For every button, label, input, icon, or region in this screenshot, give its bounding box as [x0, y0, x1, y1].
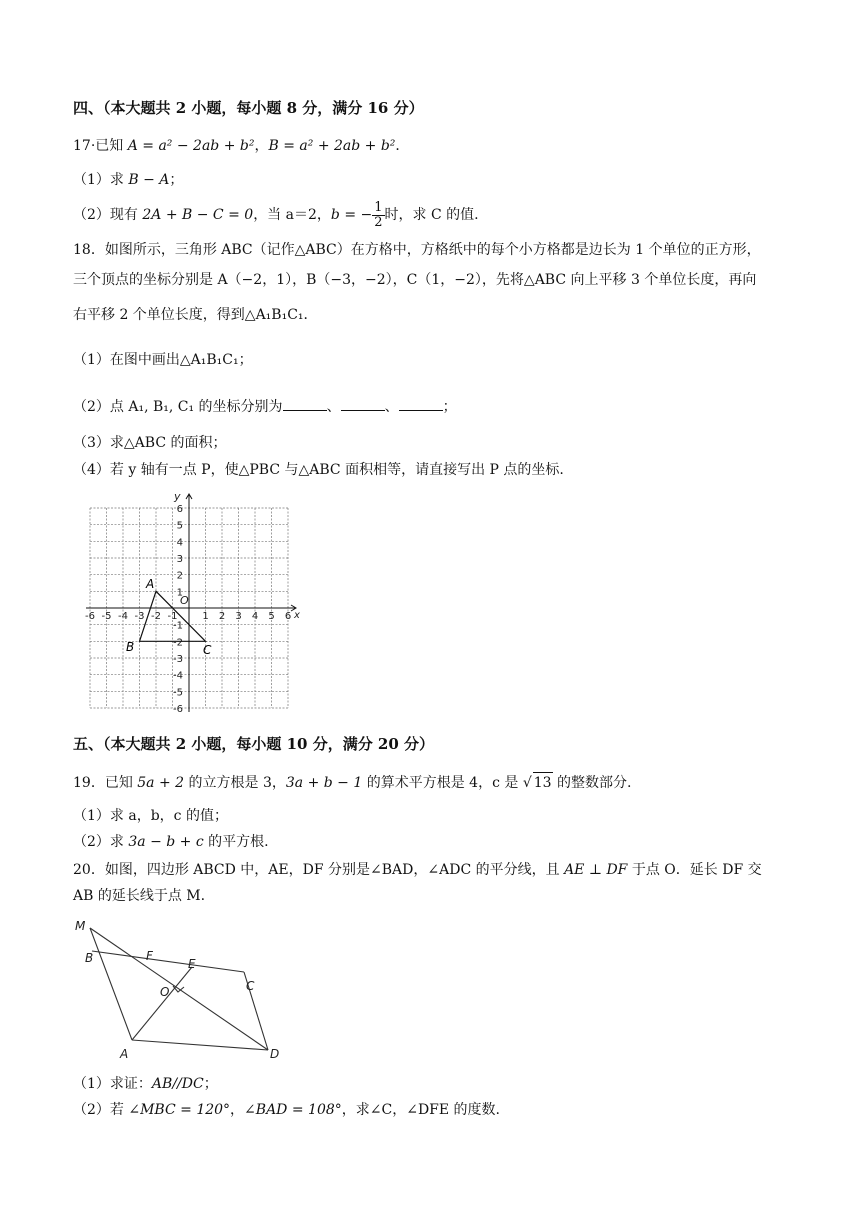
point-e-label: E: [188, 957, 196, 971]
x-tick-label: -5: [101, 611, 112, 622]
x-tick-label: -1: [167, 611, 178, 622]
x-tick-label: -3: [134, 611, 145, 622]
section-4-heading: 四、（本大题共 2 小题，每小题 8 分，满分 16 分）: [73, 99, 424, 117]
y-tick-label: -2: [173, 637, 183, 649]
q20-line1-a: 20．如图，四边形 ABCD 中，AE，DF 分别是∠BAD，∠ADC 的平分线，且: [73, 862, 565, 878]
q17-p1-label: （1）求: [73, 172, 129, 188]
q19-p2-expr: 3a − b + c: [128, 834, 204, 850]
coordinate-grid-figure: [82, 488, 304, 716]
q20-p2-sep: ，: [230, 1102, 245, 1118]
q20-p1-expr: AB//DC: [151, 1076, 204, 1092]
x-tick-label: 5: [268, 611, 275, 622]
answer-blank-c1[interactable]: [399, 396, 443, 411]
q18-p2-end: ；: [442, 399, 457, 415]
x-tick-label: 2: [218, 611, 226, 622]
q19-end: 的整数部分.: [552, 775, 632, 791]
y-tick-label: -1: [173, 620, 183, 632]
q19-part-1: （1）求 a，b，c 的值；: [73, 808, 228, 824]
x-tick-label: 6: [284, 611, 292, 622]
x-axis-label: x: [294, 610, 300, 621]
axis-tick-labels: [85, 490, 300, 715]
point-a-label: A: [120, 1047, 129, 1061]
sqrt-symbol: √: [522, 775, 532, 791]
sqrt-radicand: 13: [533, 772, 553, 793]
q20-p2-expr-1: ∠MBC = 120°: [128, 1102, 231, 1118]
y-tick-label: -4: [173, 670, 183, 682]
y-tick-label: -5: [173, 687, 183, 699]
q20-part-1: [73, 1074, 218, 1094]
point-d-label: D: [270, 1047, 280, 1061]
q17-statement: [73, 136, 409, 156]
q20-p2-expr-2: ∠BAD = 108°: [244, 1102, 342, 1118]
q19-mid-1: 的立方根是 3，: [184, 775, 286, 791]
point-m-label: M: [75, 919, 86, 933]
q17-formula-b: B = a² + 2ab + b²: [268, 138, 396, 154]
answer-blank-a1[interactable]: [283, 396, 327, 411]
q18-line-3: 右平移 2 个单位长度，得到△A₁B₁C₁．: [73, 307, 318, 323]
vertex-c-label: C: [203, 643, 212, 657]
y-tick-label: 5: [176, 520, 183, 532]
q18-line-1: 18．如图所示，三角形 ABC（记作△ABC）在方格中，方格纸中的每个小方格都是边长为 1 个单位的正方形，: [73, 242, 761, 258]
figure-labels: [75, 919, 279, 1061]
q17-fraction: [372, 201, 384, 230]
q17-p2-expr: 2A + B − C = 0: [142, 207, 254, 223]
y-tick-label: 3: [176, 554, 183, 565]
q20-line1-expr: AE ⊥ DF: [564, 862, 628, 878]
x-tick-label: -6: [85, 611, 95, 622]
y-tick-label: -3: [173, 654, 183, 665]
figure-lines: [90, 928, 268, 1050]
q17-p2-b: b = −: [330, 207, 373, 223]
q17-end: ．: [395, 138, 410, 154]
q19-p2-end: 的平方根.: [203, 834, 269, 850]
section-5-heading: 五、（本大题共 2 小题，每小题 10 分，满分 20 分）: [73, 735, 435, 753]
q18-part-4: （4）若 y 轴有一点 P，使△PBC 与△ABC 面积相等，请直接写出 P 点的坐标.: [73, 462, 564, 478]
point-c-label: C: [246, 979, 255, 993]
point-b-label: B: [85, 951, 94, 965]
q20-part-2: [73, 1100, 500, 1120]
q17-formula-a: A = a² − 2ab + b²: [127, 138, 255, 154]
q17-p2-end: 时，求 C 的值.: [384, 207, 479, 223]
y-tick-label: 1: [176, 587, 183, 599]
vertex-b-label: B: [126, 640, 135, 654]
q20-p1-end: ；: [203, 1076, 218, 1092]
axes: [86, 494, 296, 712]
answer-blank-b1[interactable]: [341, 396, 385, 411]
quadrilateral-figure: [70, 910, 290, 1062]
q18-part-3: （3）求△ABC 的面积；: [73, 435, 227, 451]
q19-expr-1: 5a + 2: [137, 775, 185, 791]
point-o-label: O: [160, 985, 170, 999]
point-f-label: F: [146, 949, 153, 963]
q17-part-2: [73, 200, 479, 230]
q17-p1-end: ；: [169, 172, 184, 188]
q20-p1-label: （1）求证：: [73, 1076, 152, 1092]
q20-line1-b: 于点 O．延长 DF 交: [627, 862, 762, 878]
x-tick-label: 4: [251, 611, 259, 622]
q18-part-2: [73, 396, 457, 417]
origin-label: O: [180, 594, 189, 607]
q20-p2-label: （2）若: [73, 1102, 129, 1118]
q17-sep: ，: [254, 138, 269, 154]
q20-p2-end: ，求∠C，∠DFE 的度数.: [341, 1102, 500, 1118]
q18-p2-sep1: 、: [326, 399, 341, 415]
x-tick-label: 3: [235, 611, 242, 622]
q17-p2-mid: ，当 a＝2，: [253, 207, 331, 223]
q19-prefix: 19．已知: [73, 775, 138, 791]
q18-p2-text: （2）点 A₁, B₁, C₁ 的坐标分别为: [73, 399, 283, 415]
q20-line-2: AB 的延长线于点 M.: [73, 888, 206, 904]
q19-statement: [73, 772, 631, 793]
x-tick-label: 1: [202, 611, 209, 622]
q18-part-1: （1）在图中画出△A₁B₁C₁；: [73, 352, 253, 368]
q17-frac-num: 1: [374, 199, 383, 215]
q17-frac-den: 2: [374, 214, 383, 230]
y-tick-label: -6: [173, 704, 183, 715]
q17-prefix: 17·已知: [73, 138, 128, 154]
vertex-a-label: A: [146, 577, 155, 591]
q17-part-1: [73, 170, 183, 190]
q19-mid-2: 的算术平方根是 4，c 是: [362, 775, 523, 791]
y-tick-label: 2: [176, 570, 183, 582]
q17-p2-label: （2）现有: [73, 207, 143, 223]
x-tick-label: -2: [151, 611, 161, 622]
q19-expr-2: 3a + b − 1: [285, 775, 363, 791]
y-tick-label: 6: [176, 504, 183, 515]
q19-part-2: [73, 832, 269, 852]
q19-p2-label: （2）求: [73, 834, 129, 850]
q20-line-1: [73, 860, 762, 880]
y-tick-label: 4: [176, 537, 183, 549]
q18-p2-sep2: 、: [384, 399, 399, 415]
q17-p1-expr: B − A: [128, 172, 170, 188]
x-tick-label: -4: [118, 611, 128, 622]
q18-line-2: 三个顶点的坐标分别是 A（−2，1），B（−3，−2），C（1，−2），先将△ABC 向上平移 3 个单位长度，再向: [73, 272, 757, 288]
y-axis-label: y: [174, 490, 181, 503]
